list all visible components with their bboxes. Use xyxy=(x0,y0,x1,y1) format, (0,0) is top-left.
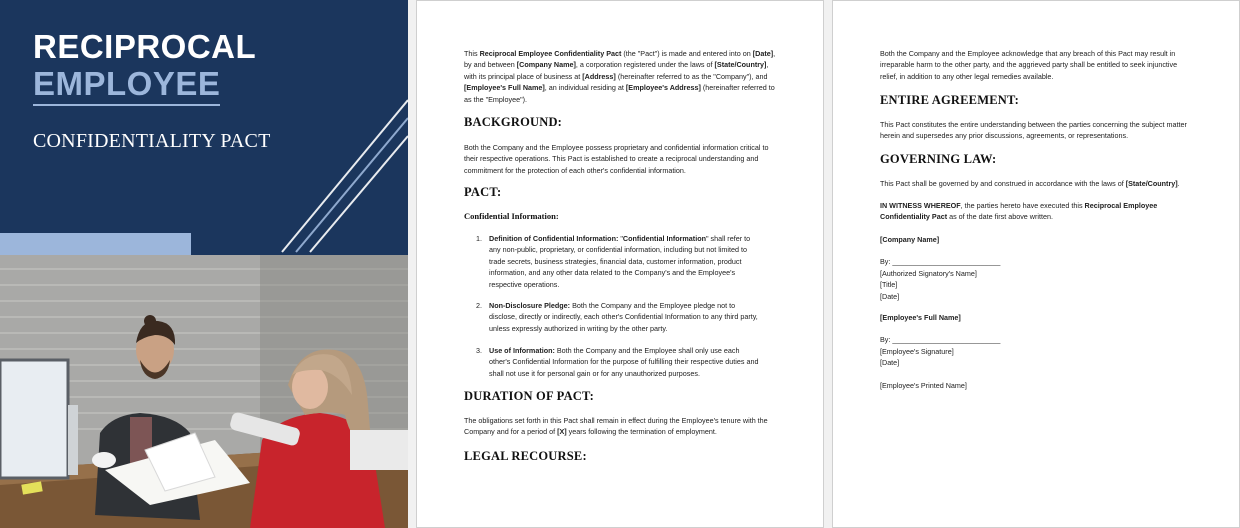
decorative-diagonal-lines xyxy=(0,0,408,255)
list-item-body: Use of Information: Both the Company and the Employee shall only use each other's Confidential Information for the purpose of fulfilling their respective duties and shall not use it for personal gain or for any unauthorized purposes. xyxy=(489,346,759,378)
employee-signature-placeholder: [Employee's Signature] xyxy=(880,346,954,356)
list-number: 3. xyxy=(476,346,482,355)
document-page-3 xyxy=(832,0,1240,528)
cover-subtitle: CONFIDENTIALITY PACT xyxy=(33,130,271,152)
authorized-signatory-name: [Authorized Signatory's Name] xyxy=(880,268,977,278)
list-item xyxy=(476,300,766,336)
background-paragraph: Both the Company and the Employee possess proprietary and confidential information critical to their respective operations. This Pact is established to create a reciprocal understanding and commitment for the protection of each other's confidential information. xyxy=(464,143,769,175)
employee-sign-date: [Date] xyxy=(880,358,900,368)
document-page-2 xyxy=(416,0,824,528)
list-item xyxy=(476,345,766,381)
list-item-body: Non-Disclosure Pledge: Both the Company and the Employee pledge not to disclose, directly or indirectly, each other's Confidential Information to any third party, unless expressly authorized in writing by the other party. xyxy=(489,301,758,333)
cover-title-line2: EMPLOYEE xyxy=(33,64,220,106)
duration-heading: DURATION OF PACT: xyxy=(464,389,595,403)
office-meeting-photo xyxy=(0,255,408,528)
cover-title-line1: RECIPROCAL xyxy=(33,28,257,65)
cover-banner xyxy=(0,0,408,255)
cover-page xyxy=(0,0,408,528)
cover-accent-bar xyxy=(0,233,191,255)
governing-law-heading: GOVERNING LAW: xyxy=(880,152,997,166)
employee-signature-line: By: ___________________________ xyxy=(880,335,1001,345)
list-item xyxy=(476,233,766,293)
entire-agreement-heading: ENTIRE AGREEMENT: xyxy=(880,93,1019,107)
witness-paragraph: IN WITNESS WHEREOF, the parties hereto have executed this Reciprocal Employee Confidentiality Pact as of the date first above written. xyxy=(880,201,1158,222)
list-item-body: Definition of Confidential Information: "Confidential Information" shall refer to any non-public, proprietary, or confidential information, including but not limited to trade secrets, business strategies, financial data, customer information, product information, and any other data related to the Company's and the Employee's respective operations. xyxy=(489,234,751,289)
list-number: 2. xyxy=(476,301,482,310)
recourse-paragraph: Both the Company and the Employee acknowledge that any breach of this Pact may result in irreparable harm to the other party, and the aggrieved party shall be entitled to seek injunctive relief, in addition to any other legal remedies available. xyxy=(880,49,1178,81)
company-sign-date: [Date] xyxy=(880,291,900,301)
entire-agreement-paragraph: This Pact constitutes the entire understanding between the parties concerning the subject matter herein and supersedes any prior discussions, agreements, or representations. xyxy=(880,120,1187,141)
duration-paragraph: The obligations set forth in this Pact shall remain in effect during the Employee's tenure with the Company and for a period of [X] years following the termination of employment. xyxy=(464,416,768,437)
company-signature-block xyxy=(880,234,1000,302)
employee-printed-name: [Employee's Printed Name] xyxy=(880,380,967,390)
list-number: 1. xyxy=(476,234,482,243)
governing-law-paragraph: This Pact shall be governed by and construed in accordance with the laws of [State/Country]. xyxy=(880,179,1180,188)
legal-recourse-heading: LEGAL RECOURSE: xyxy=(464,449,587,463)
intro-paragraph: This Reciprocal Employee Confidentiality Pact (the "Pact") is made and entered into on [Date], by and between [Company Name], a corporation registered under the laws of [State/Country], with its principal place of business at [Address] (hereinafter referred to as the "Company"), and [Employee's Full Name], an individual residing at [Employee's Address] (hereinafter referred to as the "Employee"). xyxy=(464,49,776,104)
company-signature-line: By: ___________________________ xyxy=(880,257,1001,267)
confidential-info-subheading: Confidential Information: xyxy=(464,211,559,221)
signatory-title: [Title] xyxy=(880,280,898,290)
company-name-label: [Company Name] xyxy=(880,235,940,244)
background-heading: BACKGROUND: xyxy=(464,115,563,129)
employee-signature-block xyxy=(880,312,1000,391)
pact-heading: PACT: xyxy=(464,185,502,199)
employee-name-label: [Employee's Full Name] xyxy=(880,313,961,322)
